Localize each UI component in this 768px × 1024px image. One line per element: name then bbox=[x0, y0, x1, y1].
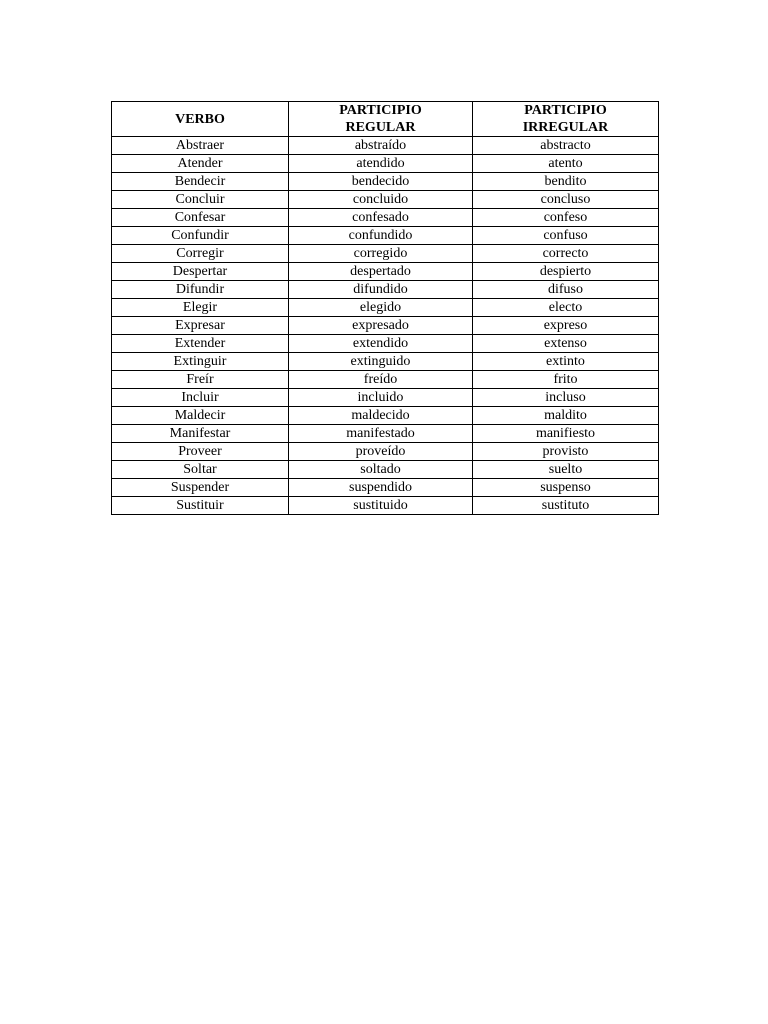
regular-participle-cell: soltado bbox=[289, 461, 473, 479]
table-row bbox=[112, 281, 659, 299]
irregular-participle-cell: expreso bbox=[473, 317, 659, 335]
irregular-participle-cell: concluso bbox=[473, 191, 659, 209]
verb-cell: Confesar bbox=[112, 209, 289, 227]
table-row bbox=[112, 317, 659, 335]
verb-cell: Confundir bbox=[112, 227, 289, 245]
verb-cell: Elegir bbox=[112, 299, 289, 317]
table-row bbox=[112, 299, 659, 317]
table-row bbox=[112, 461, 659, 479]
irregular-participle-cell: despierto bbox=[473, 263, 659, 281]
regular-participle-cell: bendecido bbox=[289, 173, 473, 191]
table-row bbox=[112, 479, 659, 497]
verb-cell: Sustituir bbox=[112, 497, 289, 515]
regular-participle-cell: concluido bbox=[289, 191, 473, 209]
header-label-line: PARTICIPIO bbox=[339, 103, 422, 118]
irregular-participle-cell: abstracto bbox=[473, 137, 659, 155]
irregular-participle-cell: suspenso bbox=[473, 479, 659, 497]
table-row bbox=[112, 335, 659, 353]
irregular-participle-cell: confeso bbox=[473, 209, 659, 227]
verb-cell: Freír bbox=[112, 371, 289, 389]
irregular-participle-cell: provisto bbox=[473, 443, 659, 461]
header-row bbox=[112, 102, 659, 137]
table-row bbox=[112, 353, 659, 371]
regular-participle-cell: confesado bbox=[289, 209, 473, 227]
regular-participle-cell: abstraído bbox=[289, 137, 473, 155]
irregular-participle-cell: maldito bbox=[473, 407, 659, 425]
irregular-participle-cell: extinto bbox=[473, 353, 659, 371]
verb-cell: Extinguir bbox=[112, 353, 289, 371]
regular-participle-cell: suspendido bbox=[289, 479, 473, 497]
header-label-line: PARTICIPIO bbox=[524, 103, 607, 118]
table-row bbox=[112, 173, 659, 191]
participles-table bbox=[111, 101, 659, 515]
header-participio-regular bbox=[289, 102, 473, 137]
irregular-participle-cell: frito bbox=[473, 371, 659, 389]
verb-cell: Suspender bbox=[112, 479, 289, 497]
irregular-participle-cell: extenso bbox=[473, 335, 659, 353]
regular-participle-cell: elegido bbox=[289, 299, 473, 317]
table-row bbox=[112, 209, 659, 227]
header-label-line: REGULAR bbox=[345, 120, 416, 135]
table-body bbox=[112, 137, 659, 515]
irregular-participle-cell: sustituto bbox=[473, 497, 659, 515]
verb-cell: Incluir bbox=[112, 389, 289, 407]
irregular-participle-cell: electo bbox=[473, 299, 659, 317]
table-row bbox=[112, 191, 659, 209]
table-row bbox=[112, 407, 659, 425]
table-row bbox=[112, 389, 659, 407]
irregular-participle-cell: incluso bbox=[473, 389, 659, 407]
irregular-participle-cell: confuso bbox=[473, 227, 659, 245]
regular-participle-cell: corregido bbox=[289, 245, 473, 263]
regular-participle-cell: extendido bbox=[289, 335, 473, 353]
table-row bbox=[112, 227, 659, 245]
regular-participle-cell: atendido bbox=[289, 155, 473, 173]
verb-cell: Corregir bbox=[112, 245, 289, 263]
verb-cell: Abstraer bbox=[112, 137, 289, 155]
table-row bbox=[112, 497, 659, 515]
verb-cell: Expresar bbox=[112, 317, 289, 335]
verb-cell: Difundir bbox=[112, 281, 289, 299]
verb-cell: Maldecir bbox=[112, 407, 289, 425]
table-row bbox=[112, 263, 659, 281]
regular-participle-cell: proveído bbox=[289, 443, 473, 461]
regular-participle-cell: incluido bbox=[289, 389, 473, 407]
regular-participle-cell: despertado bbox=[289, 263, 473, 281]
table-row bbox=[112, 155, 659, 173]
regular-participle-cell: difundido bbox=[289, 281, 473, 299]
verb-cell: Concluir bbox=[112, 191, 289, 209]
irregular-participle-cell: correcto bbox=[473, 245, 659, 263]
verb-cell: Bendecir bbox=[112, 173, 289, 191]
table-row bbox=[112, 245, 659, 263]
irregular-participle-cell: suelto bbox=[473, 461, 659, 479]
verb-cell: Despertar bbox=[112, 263, 289, 281]
header-verbo bbox=[112, 102, 289, 137]
table-row bbox=[112, 425, 659, 443]
regular-participle-cell: freído bbox=[289, 371, 473, 389]
irregular-participle-cell: bendito bbox=[473, 173, 659, 191]
table-row bbox=[112, 137, 659, 155]
header-participio-irregular bbox=[473, 102, 659, 137]
verb-cell: Extender bbox=[112, 335, 289, 353]
verb-cell: Atender bbox=[112, 155, 289, 173]
regular-participle-cell: manifestado bbox=[289, 425, 473, 443]
regular-participle-cell: extinguido bbox=[289, 353, 473, 371]
regular-participle-cell: sustituido bbox=[289, 497, 473, 515]
irregular-participle-cell: difuso bbox=[473, 281, 659, 299]
regular-participle-cell: confundido bbox=[289, 227, 473, 245]
irregular-participle-cell: manifiesto bbox=[473, 425, 659, 443]
regular-participle-cell: maldecido bbox=[289, 407, 473, 425]
verb-cell: Soltar bbox=[112, 461, 289, 479]
table-row bbox=[112, 371, 659, 389]
verb-cell: Proveer bbox=[112, 443, 289, 461]
regular-participle-cell: expresado bbox=[289, 317, 473, 335]
irregular-participle-cell: atento bbox=[473, 155, 659, 173]
header-label-line: IRREGULAR bbox=[522, 120, 609, 135]
table-row bbox=[112, 443, 659, 461]
verb-cell: Manifestar bbox=[112, 425, 289, 443]
header-label-line: VERBO bbox=[175, 111, 225, 127]
table-header bbox=[112, 102, 659, 137]
